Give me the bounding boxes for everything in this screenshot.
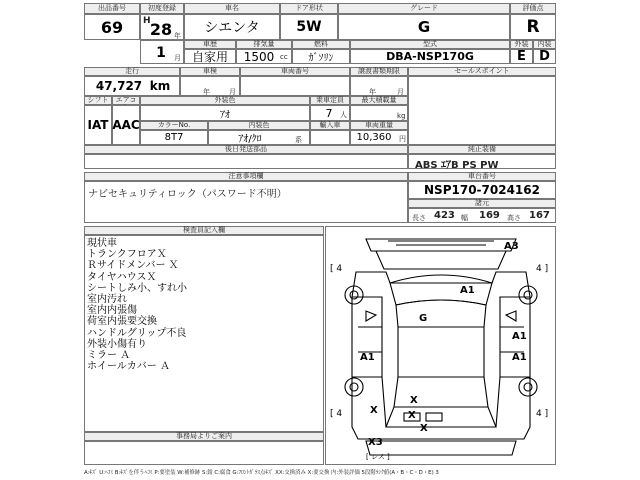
width-label: 幅 [461,214,468,222]
rear-hatch-shape [386,407,496,427]
damage-mark: A1 [512,352,527,363]
lot-label: 出品番号 [84,3,140,14]
shift-label: シフト [84,96,112,105]
windshield-top-shape [376,251,506,269]
remark-line: 室内汚れ [87,294,127,306]
inspection-month-unit: 月 [229,88,236,96]
length-label: 長さ [412,214,426,222]
remark-line: タイヤハウスＸ [87,271,157,283]
remark-line: 外装小傷有り [87,338,147,350]
remark-line: ミラー Ａ [87,350,131,362]
bottom-bracket: [ レス ] [366,453,390,461]
shift-cell [84,105,112,145]
weight: 10,360 [356,132,392,143]
office-label: 事務局よりご案内 [84,432,324,441]
tire-front-right: 4 ] [536,264,549,274]
color: ｱｵ [220,109,230,121]
interior-color-label: 内装色 [208,121,310,130]
grade-label: グレード [338,3,510,14]
remark-line: 室内内張傷 [87,305,137,317]
model-cell [350,49,510,64]
door-lines [358,327,524,352]
rear-glass-shape [394,377,488,407]
exterior-grade: E [517,49,526,64]
displacement-label: 排気量 [236,40,292,49]
displacement-cell [236,49,292,64]
max-load-cell [350,105,408,121]
office-cell [84,441,324,465]
weight-unit: 円 [399,135,406,143]
car-outline-svg [326,227,555,464]
damage-mark: X3 [368,437,383,448]
damage-mark: X [408,410,416,421]
interior-cell [533,49,556,64]
year-unit: 年 [174,32,181,40]
color-no-label: カラーNo. [140,121,208,130]
interior-color-cell [208,130,310,145]
ac: AAC [112,118,140,132]
lot-number: 69 [100,17,124,37]
category-label: 車歴 [184,40,236,49]
color-no: 8T7 [164,132,184,143]
wheel-front-left-hub [350,291,358,299]
remark-line: シートしみ小、すれ小 [87,282,187,294]
first-reg-year-cell [140,14,184,40]
transfer-year-unit: 年 [369,88,376,96]
height-value: 167 [529,210,550,221]
vehicle-no-cell [240,76,350,96]
mirror-shapes [366,311,516,321]
wheel-rear-left [345,378,363,396]
exterior-cell [510,49,533,64]
wheel-rear-right-hub [524,383,532,391]
notes-text: ナビセキュリティロック（パスワード不明） [88,189,287,200]
door-cell [280,14,338,40]
capacity-label: 乗車定員 [310,96,350,105]
damage-mark: G [419,313,428,324]
remark-line: Ｒサイドメンバー Ｘ [87,260,179,272]
equipment: ABS ｴｱB PS PW [415,160,499,171]
trunk-box-right [426,413,442,421]
reg-year: 28 [149,19,173,39]
wheel-front-left [345,286,363,304]
damage-mark: X [410,395,418,406]
grade: G [417,18,431,36]
door-label: ドア形状 [280,3,338,14]
remark-line: 荷室内張要交換 [87,316,157,328]
grade-cell [338,14,510,40]
max-load-unit: kg [397,112,406,120]
mileage: 47,727 [95,79,143,93]
mileage-unit: km [149,79,171,93]
displacement: 1500 [243,49,275,64]
aftermarket-cell [84,154,408,169]
interior-label: 内装 [533,40,556,49]
score: R [526,17,540,37]
equipment-label: 純正装備 [408,145,556,154]
import-cell [310,130,350,145]
damage-mark: X [420,423,428,434]
damage-mark: X [370,405,378,416]
transfer-cell [350,76,408,96]
wheel-front-right [519,286,537,304]
exterior-label: 外装 [510,40,533,49]
category-cell [184,49,236,64]
vehicle-no-label: 車両番号 [240,67,350,76]
displacement-unit: cc [280,53,288,61]
first-reg-label: 初度登録 [140,3,184,14]
remark-line: トランクフロアＸ [87,249,167,261]
tire-rear-left: [ 4 [330,409,343,419]
import-label: 輸入車 [310,121,350,130]
damage-mark: A1 [360,352,375,363]
rear-quarter-lines [352,377,530,427]
max-load-label: 最大積載量 [350,96,408,105]
remark-line: ハンドルグリップ不良 [87,327,187,339]
size-label: 諸元 [408,199,556,208]
wheel-front-right-hub [524,291,532,299]
wheel-rear-right [519,378,537,396]
reg-month: 1 [156,45,166,61]
ac-label: エアコ [112,96,140,105]
color-cell [140,105,310,121]
damage-mark: A1 [460,285,475,296]
car-name-label: 車名 [184,3,280,14]
model-label: 型式 [350,40,510,49]
selling-points-cell [408,76,556,145]
car-name: シエンタ [204,20,260,36]
wheel-rear-left-hub [350,383,358,391]
transfer-month-unit: 月 [397,88,404,96]
remark-line: ホイールカバー Ａ [87,361,170,373]
shift: IAT [87,118,109,132]
aftermarket-label: 後日発送部品 [84,145,408,154]
selling-points-label: セールスポイント [408,67,556,76]
chassis-cell [408,181,556,199]
inspector-cell [84,235,324,432]
month-unit: 月 [174,54,181,62]
damage-mark: A3 [504,241,519,252]
weight-cell [350,130,408,145]
equipment-cell [408,154,556,169]
notes-label: 注意事項欄 [84,172,408,181]
front-windshield-shape [396,300,486,327]
mileage-cell [84,76,180,96]
door-type: 5W [296,19,322,35]
size-cell [408,208,556,223]
car-diagram [325,226,556,465]
fuel-label: 燃料 [292,40,350,49]
damage-mark: A1 [512,331,527,342]
first-reg-month-cell [140,40,184,64]
height-label: 高さ [507,214,521,222]
notes-cell [84,181,408,223]
color-label: 外装色 [140,96,310,105]
inspection-label: 車検 [180,67,240,76]
roof-shape [398,327,484,377]
tire-rear-right: 4 ] [536,409,549,419]
era-mark: H [143,16,151,26]
interior-grade: D [539,49,550,64]
capacity: 7 [325,106,333,120]
weight-label: 車両重量 [350,121,408,130]
capacity-cell [310,105,350,121]
capacity-unit: 人 [340,111,347,119]
score-label: 評価点 [510,3,556,14]
inspection-cell [180,76,240,96]
model: DBA-NSP170G [386,50,474,63]
chassis-number: NSP170-7024162 [424,183,540,197]
score-cell [510,14,556,40]
mileage-label: 走行 [84,67,180,76]
chassis-label: 車台番号 [408,172,556,181]
transfer-label: 譲渡書類期限 [350,67,408,76]
left-side-panel [352,297,382,377]
length-value: 423 [434,210,455,221]
front-grille-lines [388,241,494,245]
tire-front-left: [ 4 [330,264,343,274]
fuel-cell [292,49,350,64]
lot-number-cell [84,14,140,40]
color-no-cell [140,130,208,145]
fuel: ｶﾞｿﾘﾝ [308,53,334,64]
inspection-year-unit: 年 [203,88,210,96]
category: 自家用 [191,50,228,64]
ac-cell [112,105,140,145]
car-name-cell [184,14,280,40]
interior-color: ｱｵ/ｸﾛ [238,134,262,145]
remark-line: 現状車 [87,238,117,249]
inspector-label: 検査員記入欄 [84,226,324,235]
legend: A:ｷｽﾞ U:ﾍｺﾐ B:ｷｽﾞを伴うﾍｺﾐ P:要塗装 W:補修跡 S:錆 C:腐食 G:ﾌﾛﾝﾄｶﾞﾗｽ点ｷｽﾞ XX:交換済み X:要交換 内:外装評価 5段階ﾗﾝｸ値(A・B・C・D・E) 3 [84,470,439,476]
remarks-list [87,238,187,372]
interior-color-unit: 系 [295,136,302,144]
width-value: 169 [479,210,500,221]
